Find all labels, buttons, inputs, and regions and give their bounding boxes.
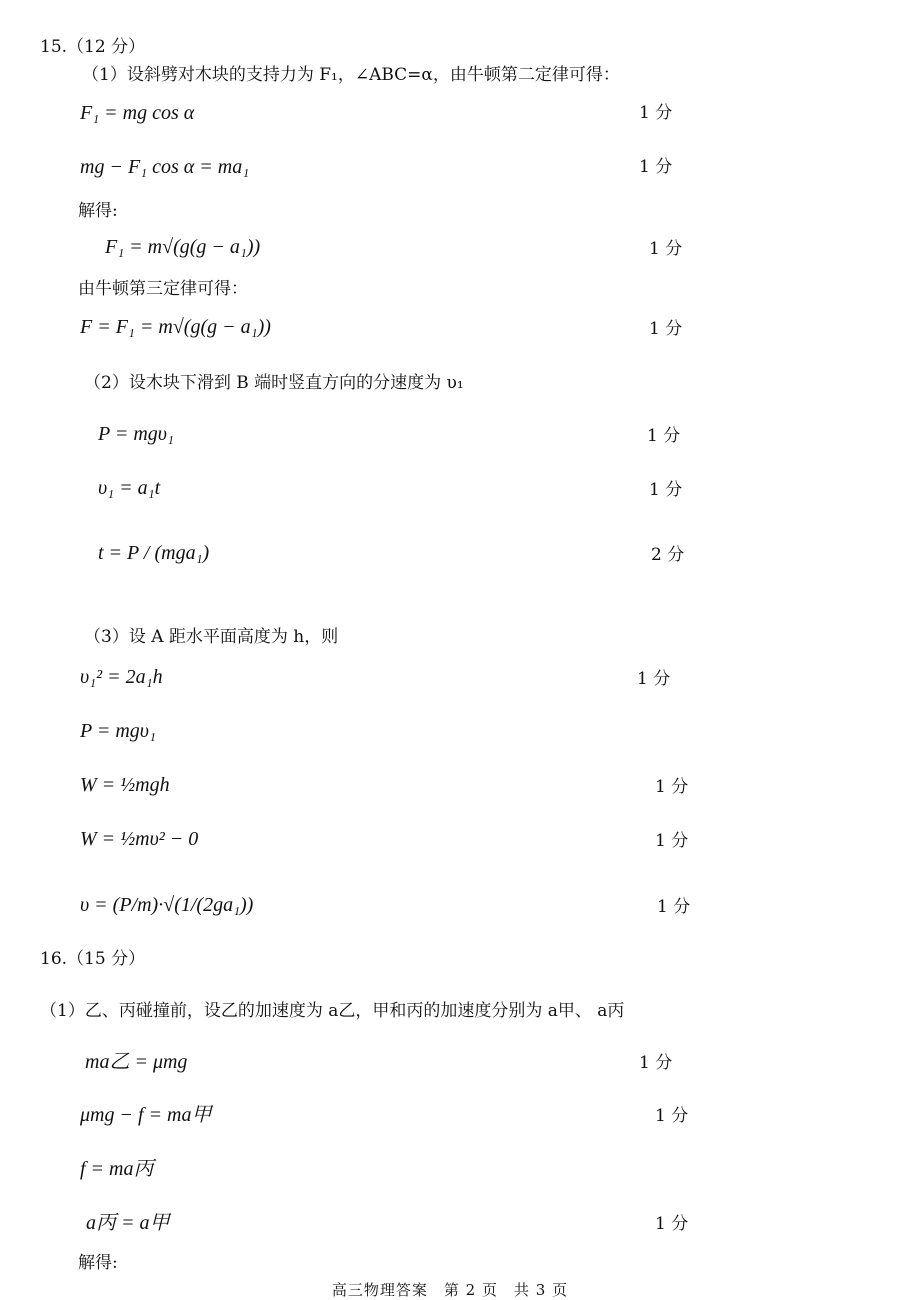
problem-15-part3-intro: （3）设 A 距水平面高度为 h，则: [84, 627, 339, 647]
score-15-3: 1 分: [649, 239, 683, 259]
problem-15-part1-intro: （1）设斜劈对木块的支持力为 F₁，∠ABC=α，由牛顿第二定律可得：: [82, 65, 620, 85]
equation-15-4: F = F₁ = m√(g(g − a₁)): [80, 316, 271, 338]
equation-16-1: ma乙 = μmg: [85, 1051, 188, 1073]
problem-16-part1-intro: （1）乙、丙碰撞前，设乙的加速度为 a乙，甲和丙的加速度分别为 a甲、 a丙: [40, 1001, 625, 1021]
score-15-1: 1 分: [639, 103, 673, 123]
problem-16-header: 16.（15 分）: [40, 949, 146, 969]
equation-15-6: υ₁ = a₁t: [98, 477, 161, 499]
equation-16-4: a丙 = a甲: [86, 1212, 170, 1234]
score-16-2: 1 分: [655, 1106, 689, 1126]
score-15-12: 1 分: [657, 897, 691, 917]
equation-15-1: F₁ = mg cos α: [80, 102, 195, 124]
score-15-11: 1 分: [655, 831, 689, 851]
score-15-2: 1 分: [639, 157, 673, 177]
equation-15-8: υ₁² = 2a₁h: [80, 666, 163, 688]
equation-15-7: t = P / (mga₁): [98, 542, 210, 564]
score-15-10: 1 分: [655, 777, 689, 797]
score-15-4: 1 分: [649, 319, 683, 339]
equation-15-2: mg − F₁ cos α = ma₁: [80, 156, 250, 178]
problem-15-header: 15.（12 分）: [40, 37, 146, 57]
score-16-4: 1 分: [655, 1214, 689, 1234]
score-15-8: 1 分: [637, 669, 671, 689]
score-15-5: 1 分: [647, 426, 681, 446]
equation-16-2: μmg − f = ma甲: [80, 1104, 212, 1126]
problem-15-part2-intro: （2）设木块下滑到 B 端时竖直方向的分速度为 υ₁: [84, 373, 464, 393]
equation-15-11: W = ½mυ² − 0: [80, 828, 199, 850]
equation-15-3: F₁ = m√(g(g − a₁)): [105, 236, 261, 258]
equation-15-5: P = mgυ₁: [98, 423, 174, 445]
score-15-7: 2 分: [651, 545, 685, 565]
score-15-6: 1 分: [649, 480, 683, 500]
page-footer: 高三物理答案 第 2 页 共 3 页: [331, 1281, 569, 1299]
equation-15-10: W = ½mgh: [80, 774, 170, 796]
equation-15-12: υ = (P/m)·√(1/(2ga₁)): [80, 894, 254, 916]
solve-label-15: 解得:: [78, 201, 118, 221]
score-16-1: 1 分: [639, 1053, 673, 1073]
third-law-label: 由牛顿第三定律可得：: [78, 279, 248, 299]
equation-16-3: f = ma丙: [80, 1158, 154, 1180]
solve-label-16: 解得:: [78, 1253, 118, 1273]
equation-15-9: P = mgυ₁: [80, 720, 156, 742]
